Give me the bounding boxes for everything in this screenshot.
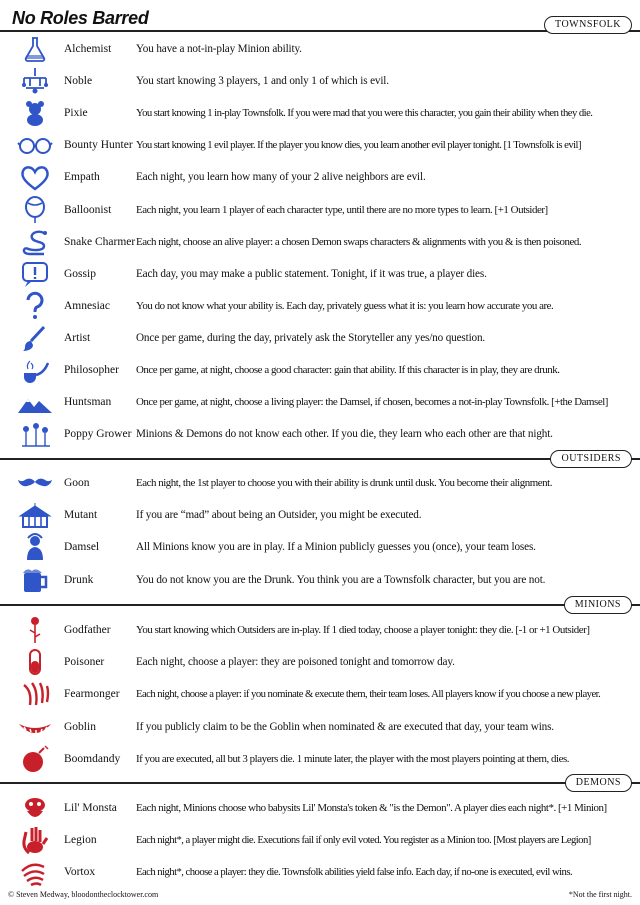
mountains-icon — [16, 387, 54, 417]
page-title: No Roles Barred — [12, 8, 149, 28]
chandelier-icon — [16, 66, 54, 96]
section-divider — [0, 458, 640, 460]
ability-text: You start knowing 3 players, 1 and only 1 of which is evil. — [136, 75, 389, 88]
handprint-icon — [16, 825, 54, 855]
character-name: Mutant — [64, 509, 98, 522]
ability-text: You start knowing which Outsiders are in-play. If 1 died today, choose a player tonight: they die. [-1 or +1 Outsider] — [136, 624, 590, 636]
ability-text: If you publicly claim to be the Goblin when nominated & are executed that day, your team wins. — [136, 720, 554, 733]
lady-icon — [16, 532, 54, 562]
character-name: Gossip — [64, 267, 96, 280]
section-divider — [0, 782, 640, 784]
townsfolk-row-alchemist — [0, 34, 640, 64]
character-name: Alchemist — [64, 43, 112, 55]
ability-text: All Minions know you are in play. If a Minion publicly guesses you (once), your team loses. — [136, 541, 536, 554]
character-name: Vortox — [64, 866, 96, 878]
ability-text: You start knowing 1 in-play Townsfolk. If you were mad that you were this character, you gain their ability when they die. — [136, 107, 593, 120]
circus-tent-icon — [16, 500, 54, 530]
mustache-icon — [16, 468, 54, 498]
ability-text: Once per game, during the day, privately ask the Storyteller any yes/no question. — [136, 331, 486, 344]
balloon-icon — [16, 195, 54, 225]
vortex-icon — [16, 857, 54, 887]
section-label-townsfolk: TOWNSFOLK — [544, 16, 632, 34]
character-name: Philosopher — [64, 364, 119, 376]
bloody-claw-icon — [16, 679, 54, 709]
townsfolk-row-snake-charmer — [0, 227, 640, 257]
character-name: Snake Charmer — [64, 235, 136, 248]
flowers-icon — [16, 419, 54, 449]
minions-row-boomdandy — [0, 744, 640, 774]
character-name: Drunk — [64, 573, 94, 586]
ability-text: Each night, choose an alive player: a chosen Demon swaps characters & alignments with you & is then poisoned. — [136, 235, 582, 248]
townsfolk-row-poppy-grower — [0, 419, 640, 449]
townsfolk-row-artist — [0, 323, 640, 353]
townsfolk-row-balloonist — [0, 195, 640, 225]
grin-icon — [16, 712, 54, 742]
townsfolk-row-bounty-hunter — [0, 130, 640, 160]
section-divider — [0, 30, 640, 32]
ability-text: Each night, you learn how many of your 2 alive neighbors are evil. — [136, 171, 426, 184]
character-name: Poppy Grower — [64, 428, 132, 441]
character-name: Balloonist — [64, 203, 112, 216]
ability-text: You have a not-in-play Minion ability. — [136, 43, 302, 55]
first-night-note: *Not the first night. — [568, 890, 632, 899]
section-label-outsiders: OUTSIDERS — [550, 450, 632, 468]
flask-icon — [16, 34, 54, 64]
rose-icon — [16, 615, 54, 645]
minions-row-fearmonger — [0, 679, 640, 709]
townsfolk-row-amnesiac — [0, 291, 640, 321]
minions-row-goblin — [0, 712, 640, 742]
outsiders-row-damsel — [0, 532, 640, 562]
pipe-icon — [16, 355, 54, 385]
character-name: Huntsman — [64, 396, 112, 409]
ability-text: You do not know what your ability is. Each day, privately guess what it is: you learn how accurate you are. — [136, 299, 554, 312]
demons-row-vortox — [0, 857, 640, 887]
vial-icon — [16, 647, 54, 677]
ability-text: Once per game, at night, choose a good character: gain that ability. If this character is in play, they are drunk. — [136, 364, 560, 376]
glasses-icon — [16, 130, 54, 160]
townsfolk-row-noble — [0, 66, 640, 96]
character-name: Goblin — [64, 720, 96, 733]
character-name: Damsel — [64, 541, 100, 554]
character-name: Lil' Monsta — [64, 802, 117, 814]
demons-row-lil-monsta — [0, 793, 640, 823]
character-name: Fearmonger — [64, 688, 120, 701]
heart-icon — [16, 162, 54, 192]
character-name: Poisoner — [64, 656, 105, 669]
ability-text: Each night, the 1st player to choose you with their ability is drunk until dusk. You become their alignment. — [136, 477, 552, 489]
minions-row-godfather — [0, 615, 640, 645]
outsiders-row-drunk — [0, 565, 640, 595]
character-name: Godfather — [64, 624, 111, 636]
character-name: Artist — [64, 331, 91, 344]
speech-bubble-icon — [16, 259, 54, 289]
ability-text: If you are executed, all but 3 players die. 1 minute later, the player with the most players pointing at them, dies. — [136, 752, 570, 765]
demons-row-legion — [0, 825, 640, 855]
townsfolk-row-gossip — [0, 259, 640, 289]
character-name: Boomdandy — [64, 752, 121, 765]
character-name: Pixie — [64, 107, 88, 120]
ability-text: Each night, Minions choose who babysits Lil' Monsta's token & "is the Demon". A player dies each night*. [+1 Minion] — [136, 802, 607, 814]
townsfolk-row-pixie — [0, 98, 640, 128]
bomb-icon — [16, 744, 54, 774]
section-label-demons: DEMONS — [565, 774, 632, 792]
ability-text: Each night, you learn 1 player of each character type, until there are no more types to learn. [+1 Outsider] — [136, 203, 548, 216]
ability-text: Each night, choose a player: they are poisoned tonight and tomorrow day. — [136, 656, 455, 669]
beer-mug-icon — [16, 565, 54, 595]
character-name: Empath — [64, 171, 100, 184]
character-name: Amnesiac — [64, 299, 110, 312]
snake-icon — [16, 227, 54, 257]
section-label-minions: MINIONS — [564, 596, 632, 614]
question-mark-icon — [16, 291, 54, 321]
ability-text: If you are “mad” about being an Outsider, you might be executed. — [136, 509, 422, 522]
teddy-bear-icon — [16, 98, 54, 128]
monster-icon — [16, 793, 54, 823]
character-name: Legion — [64, 834, 97, 846]
character-name: Noble — [64, 75, 93, 88]
paintbrush-icon — [16, 323, 54, 353]
townsfolk-row-huntsman — [0, 387, 640, 417]
character-name: Bounty Hunter — [64, 139, 133, 152]
section-divider — [0, 604, 640, 606]
outsiders-row-goon — [0, 468, 640, 498]
ability-text: Minions & Demons do not know each other. If you die, they learn who each other are that night. — [136, 428, 553, 441]
ability-text: You start knowing 1 evil player. If the player you know dies, you learn another evil player tonight. [1 Townsfolk is evil] — [136, 139, 581, 152]
ability-text: Each night*, choose a player: they die. Townsfolk abilities yield false info. Each day, if no-one is executed, evil wins. — [136, 866, 573, 878]
ability-text: Each night*, a player might die. Executions fail if only evil voted. You register as a Minion too. [Most players are Legion] — [136, 834, 591, 846]
character-name: Goon — [64, 477, 90, 489]
ability-text: You do not know you are the Drunk. You think you are a Townsfolk character, but you are not. — [136, 573, 546, 586]
townsfolk-row-philosopher — [0, 355, 640, 385]
credit-text: © Steven Medway, bloodontheclocktower.com — [8, 890, 159, 899]
ability-text: Each night, choose a player: if you nominate & execute them, their team loses. All players know if you choose a new player. — [136, 688, 601, 701]
outsiders-row-mutant — [0, 500, 640, 530]
minions-row-poisoner — [0, 647, 640, 677]
ability-text: Each day, you may make a public statement. Tonight, if it was true, a player dies. — [136, 267, 487, 280]
ability-text: Once per game, at night, choose a living player: the Damsel, if chosen, becomes a not-in-play Townsfolk. [+the Damsel] — [136, 396, 608, 409]
townsfolk-row-empath — [0, 162, 640, 192]
